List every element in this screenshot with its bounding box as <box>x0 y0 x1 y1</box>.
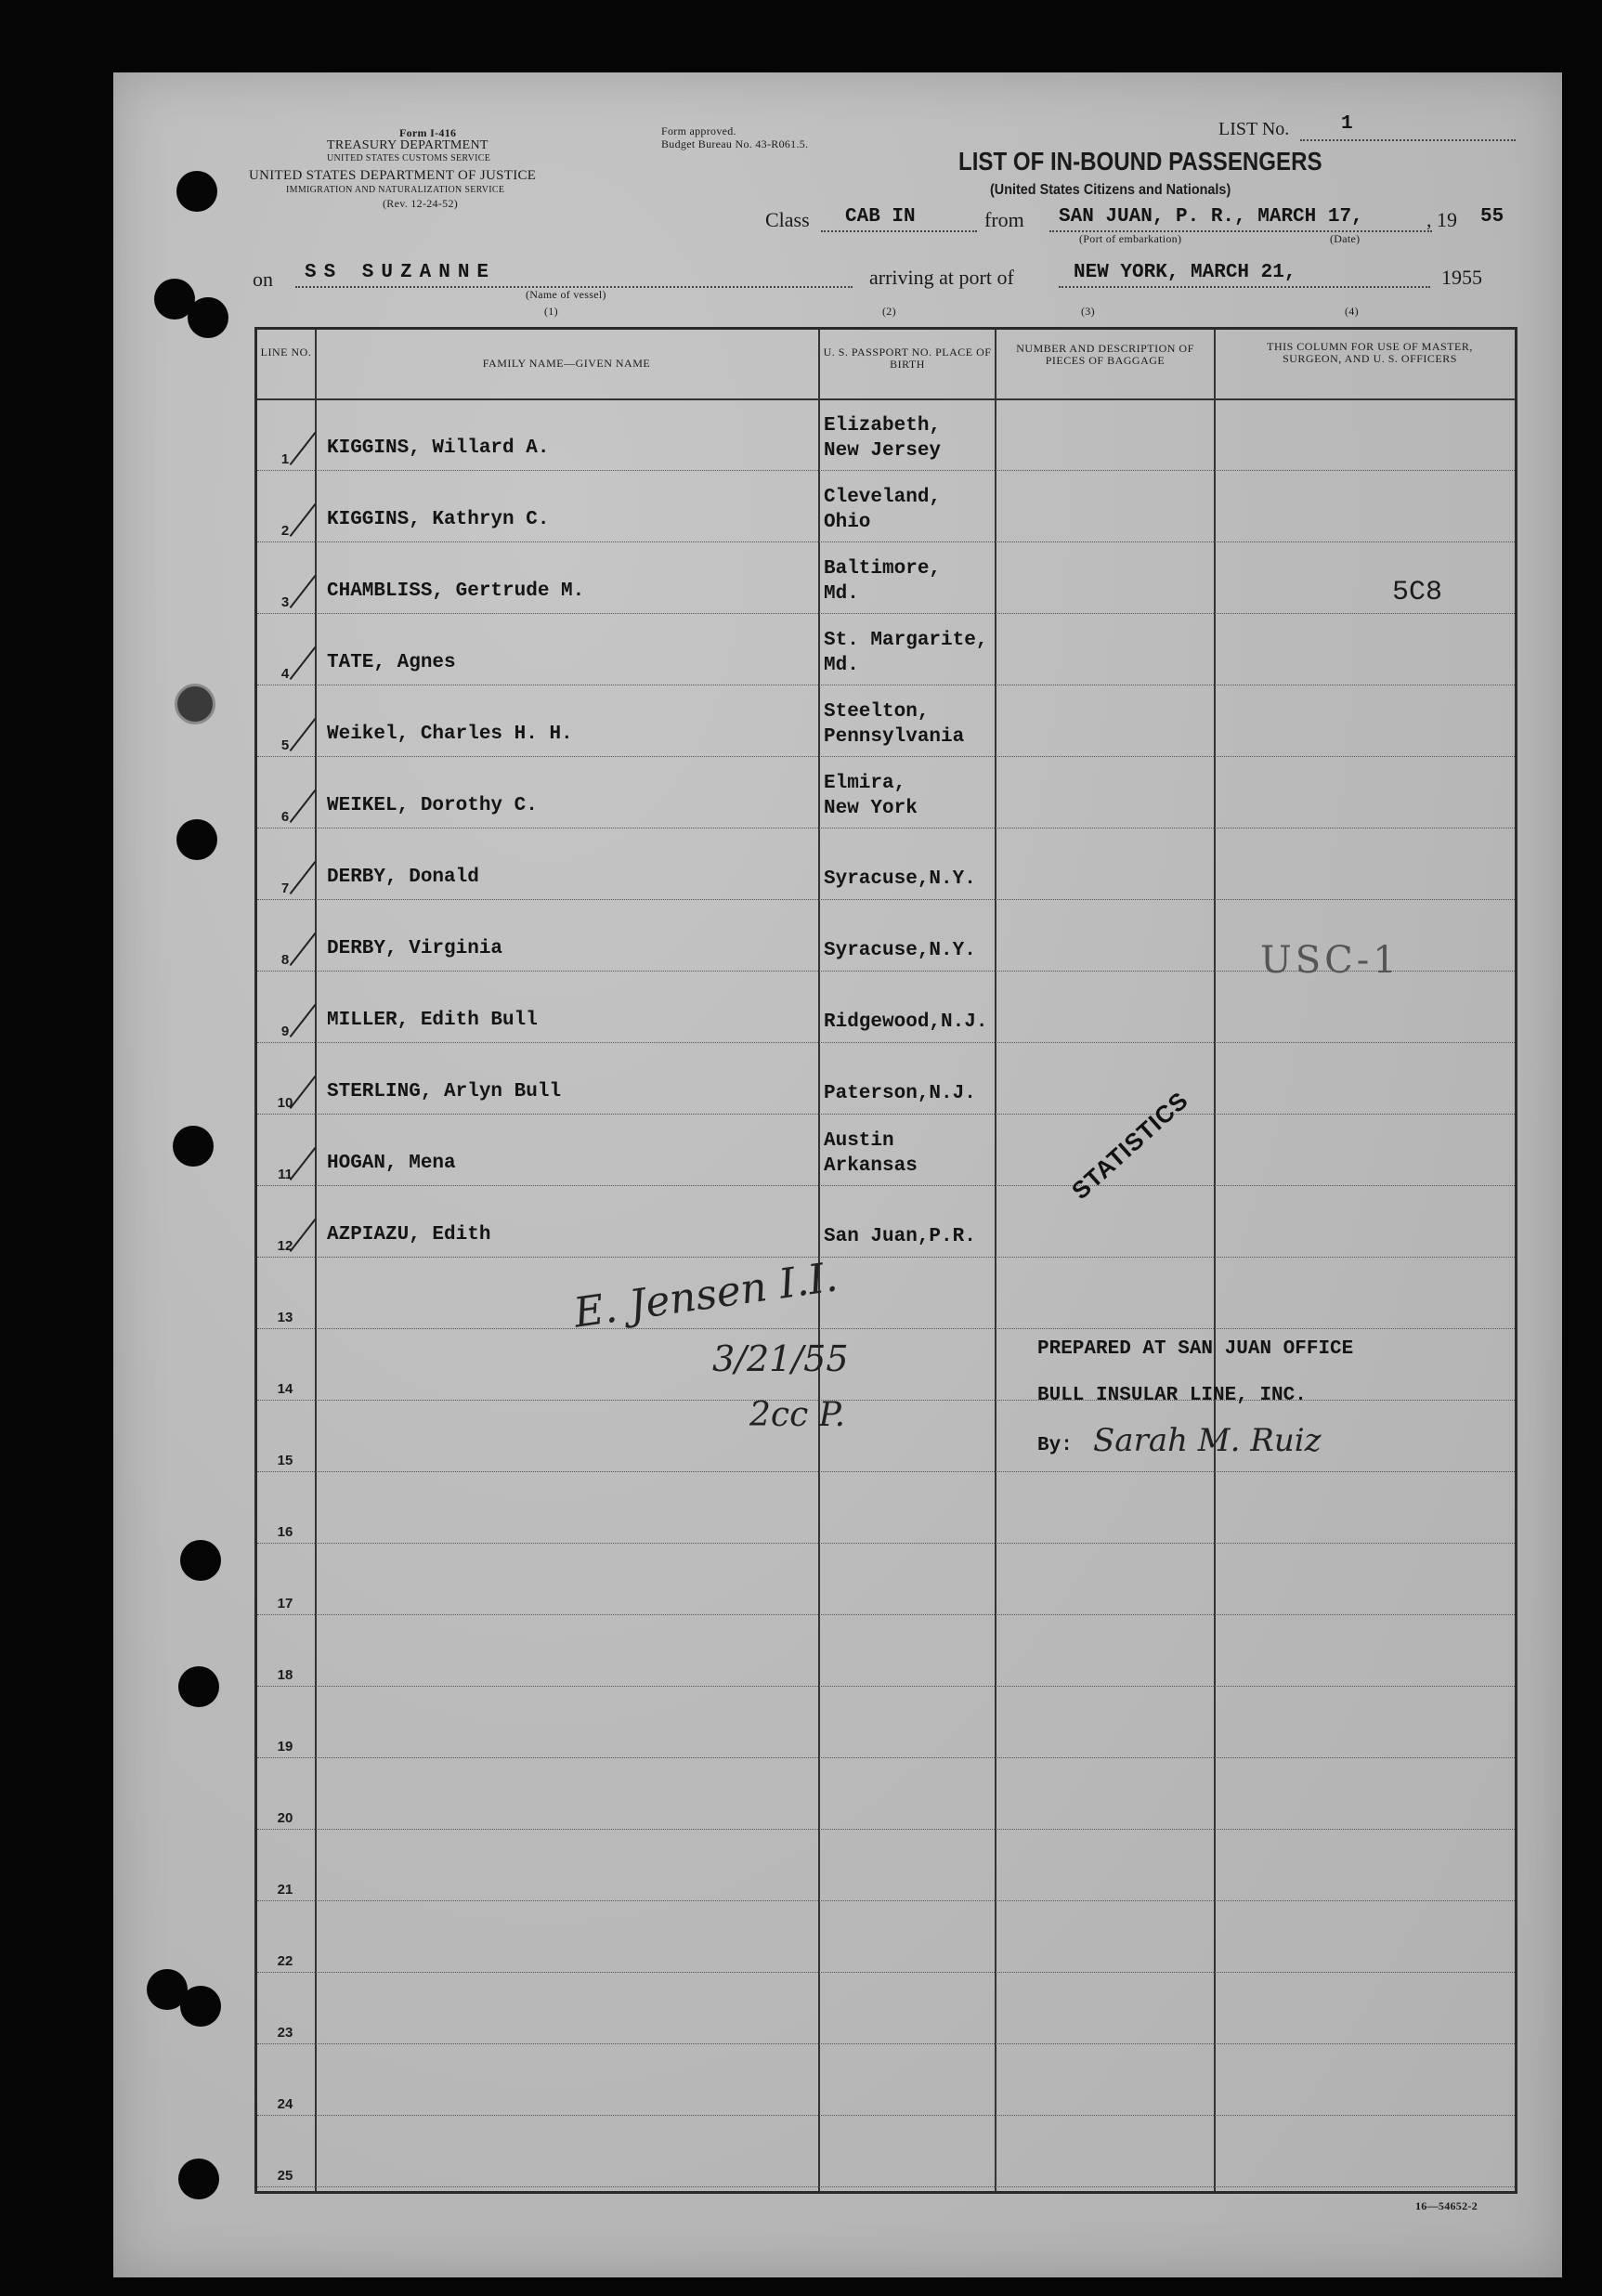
header-officers-use: THIS COLUMN FOR USE OF MASTER, SURGEON, AND U. S. OFFICERS <box>1267 340 1473 365</box>
birth-line-1: Ridgewood,N.J. <box>824 1011 988 1033</box>
birth-line-1: Syracuse,N.Y. <box>824 940 976 961</box>
customs-service: UNITED STATES CUSTOMS SERVICE <box>327 153 491 163</box>
line-number: 15 <box>277 1453 293 1468</box>
port-embarkation-note: (Port of embarkation) <box>1079 232 1182 245</box>
line-number: 20 <box>277 1810 293 1826</box>
from-label: from <box>984 208 1024 231</box>
table-row-empty <box>257 1262 1515 1327</box>
year-suffix: 55 <box>1480 206 1504 228</box>
line-number: 11 <box>278 1167 293 1182</box>
birth-line-2: Pennsylvania <box>824 726 965 748</box>
line-number: 8 <box>280 952 290 968</box>
table-row-empty <box>257 1405 1515 1470</box>
table-row-empty <box>257 1477 1515 1542</box>
birth-line-2: Arkansas <box>824 1155 918 1177</box>
birth-line-1: St. Margarite, <box>824 630 988 651</box>
passenger-name: KIGGINS, Willard A. <box>327 437 550 459</box>
passenger-table <box>254 327 1517 2194</box>
passenger-name: STERLING, Arlyn Bull <box>327 1081 562 1102</box>
form-approved: Form approved. <box>661 124 736 137</box>
passenger-name: TATE, Agnes <box>327 652 456 673</box>
justice-dept: UNITED STATES DEPARTMENT OF JUSTICE <box>249 168 537 183</box>
passenger-name: HOGAN, Mena <box>327 1153 456 1174</box>
passenger-name: Weikel, Charles H. H. <box>327 724 573 745</box>
line-number: 10 <box>277 1095 293 1111</box>
vessel-name: SS SUZANNE <box>305 262 497 283</box>
table-row-empty <box>257 1620 1515 1685</box>
line-number: 1 <box>280 451 290 467</box>
agent-signature: Sarah M. Ruiz <box>1093 1422 1322 1459</box>
line-number: 13 <box>277 1310 293 1325</box>
passenger-name: CHAMBLISS, Gertrude M. <box>327 581 585 602</box>
officer-mark-row8: USC-1 <box>1260 939 1400 982</box>
table-row-empty <box>257 1763 1515 1828</box>
line-number: 4 <box>280 666 290 682</box>
column-index-4: (4) <box>1345 305 1359 318</box>
on-label: on <box>253 267 273 291</box>
officer-mark-row3: 5C8 <box>1392 577 1443 608</box>
footer-code: 16—54652-2 <box>1415 2199 1478 2212</box>
place-of-birth <box>824 1010 987 1035</box>
column-index-2: (2) <box>882 305 896 318</box>
birth-line-1: Cleveland, <box>824 487 942 508</box>
place-of-birth <box>824 413 941 463</box>
place-of-birth <box>824 1128 918 1179</box>
line-number: 17 <box>277 1596 293 1611</box>
arrival-port: NEW YORK, MARCH 21, <box>1074 262 1296 283</box>
line-number: 7 <box>280 881 290 896</box>
passenger-name: AZPIAZU, Edith <box>327 1224 491 1246</box>
line-number: 14 <box>277 1381 293 1397</box>
table-row <box>257 1048 1515 1113</box>
birth-line-1: Steelton, <box>824 701 930 723</box>
table-row <box>257 1119 1515 1184</box>
birth-line-1: Austin <box>824 1130 894 1152</box>
line-number: 25 <box>277 2168 293 2184</box>
place-of-birth <box>824 485 941 535</box>
passenger-name: DERBY, Virginia <box>327 938 503 959</box>
line-number: 5 <box>280 737 290 753</box>
table-row <box>257 690 1515 755</box>
inspector-note: 2cc P. <box>749 1396 846 1434</box>
ins-service: IMMIGRATION AND NATURALIZATION SERVICE <box>286 185 505 195</box>
birth-line-2: Ohio <box>824 512 871 533</box>
class-label: Class <box>765 208 810 231</box>
line-number: 2 <box>280 523 290 539</box>
column-index-1: (1) <box>544 305 558 318</box>
inspector-initials: E. Jensen I.I. <box>570 1253 840 1337</box>
line-number: 18 <box>277 1667 293 1683</box>
year-prefix: , 19 <box>1426 208 1457 231</box>
table-row-empty <box>257 2049 1515 2114</box>
list-number: 1 <box>1341 113 1353 135</box>
place-of-birth <box>824 867 976 892</box>
place-of-birth <box>824 628 987 678</box>
birth-line-1: Paterson,N.J. <box>824 1083 976 1104</box>
table-row <box>257 762 1515 827</box>
table-row <box>257 833 1515 898</box>
birth-line-1: Elmira, <box>824 773 906 794</box>
line-number: 6 <box>280 809 290 825</box>
binder-hole <box>176 171 217 212</box>
passenger-name: KIGGINS, Kathryn C. <box>327 509 550 530</box>
passenger-name: DERBY, Donald <box>327 867 479 888</box>
line-number: 21 <box>277 1882 293 1898</box>
place-of-birth <box>824 771 918 821</box>
binder-hole <box>188 297 228 338</box>
vessel-note: (Name of vessel) <box>526 288 606 301</box>
binder-hole <box>180 1540 221 1581</box>
binder-hole <box>173 1126 214 1167</box>
table-row <box>257 476 1515 541</box>
birth-line-2: New York <box>824 798 918 819</box>
date-note: (Date) <box>1330 232 1361 245</box>
binder-hole <box>178 2159 219 2199</box>
place-of-birth <box>824 556 941 607</box>
line-number: 16 <box>277 1524 293 1540</box>
line-number: 19 <box>277 1739 293 1755</box>
place-of-birth <box>824 938 976 963</box>
table-row-empty <box>257 2120 1515 2185</box>
birth-line-2: Md. <box>824 583 859 605</box>
place-of-birth <box>824 1224 976 1249</box>
header-passport-birth: U. S. PASSPORT NO. PLACE OF BIRTH <box>823 346 992 371</box>
line-number: 23 <box>277 2025 293 2041</box>
document-title: LIST OF IN-BOUND PASSENGERS <box>958 147 1322 176</box>
arriving-label: arriving at port of <box>869 266 1014 289</box>
document-subtitle: (United States Citizens and Nationals) <box>990 182 1231 198</box>
binder-hole <box>178 1666 219 1707</box>
form-number: Form I-416 <box>399 126 457 139</box>
inspector-date: 3/21/55 <box>712 1338 849 1379</box>
birth-line-1: Baltimore, <box>824 558 942 580</box>
table-row <box>257 1191 1515 1256</box>
birth-line-1: Syracuse,N.Y. <box>824 868 976 890</box>
table-row-empty <box>257 1548 1515 1613</box>
table-row <box>257 547 1515 612</box>
prepared-line-2: BULL INSULAR LINE, INC. <box>1037 1385 1307 1406</box>
line-number: 22 <box>277 1953 293 1969</box>
binder-hole <box>175 684 215 724</box>
table-row-empty <box>257 1977 1515 2042</box>
place-of-birth <box>824 699 964 750</box>
treasury-dept: TREASURY DEPARTMENT <box>327 138 488 152</box>
birth-line-1: San Juan,P.R. <box>824 1226 976 1247</box>
binder-hole <box>180 1986 221 2027</box>
table-row-empty <box>257 1906 1515 1971</box>
table-row <box>257 976 1515 1041</box>
passenger-name: MILLER, Edith Bull <box>327 1010 538 1031</box>
class-value: CAB IN <box>845 206 916 228</box>
header-line-no: LINE NO. <box>260 346 312 359</box>
prepared-line-1: PREPARED AT SAN JUAN OFFICE <box>1037 1338 1354 1360</box>
from-value: SAN JUAN, P. R., MARCH 17, <box>1059 206 1363 228</box>
header-family-name: FAMILY NAME—GIVEN NAME <box>482 357 651 370</box>
revision-date: (Rev. 12-24-52) <box>383 197 459 210</box>
binder-hole <box>176 819 217 860</box>
list-label: LIST No. <box>1218 119 1290 139</box>
column-index-3: (3) <box>1081 305 1095 318</box>
arrival-year: 1955 <box>1441 266 1482 289</box>
line-number: 9 <box>280 1024 290 1039</box>
line-number: 24 <box>277 2096 293 2112</box>
line-number: 12 <box>277 1238 293 1254</box>
header-baggage: NUMBER AND DESCRIPTION OF PIECES OF BAGGAGE <box>1016 342 1194 367</box>
birth-line-2: New Jersey <box>824 440 942 462</box>
table-row <box>257 404 1515 469</box>
line-number: 3 <box>280 594 290 610</box>
table-row <box>257 619 1515 684</box>
statistics-stamp: STATISTICS <box>1065 1086 1194 1206</box>
table-row-empty <box>257 1691 1515 1756</box>
birth-line-2: Md. <box>824 655 859 676</box>
by-label: By: <box>1037 1435 1073 1456</box>
budget-bureau: Budget Bureau No. 43-R061.5. <box>661 137 809 150</box>
table-row-empty <box>257 1834 1515 1899</box>
passenger-name: WEIKEL, Dorothy C. <box>327 795 538 816</box>
place-of-birth <box>824 1081 976 1106</box>
birth-line-1: Elizabeth, <box>824 415 942 437</box>
